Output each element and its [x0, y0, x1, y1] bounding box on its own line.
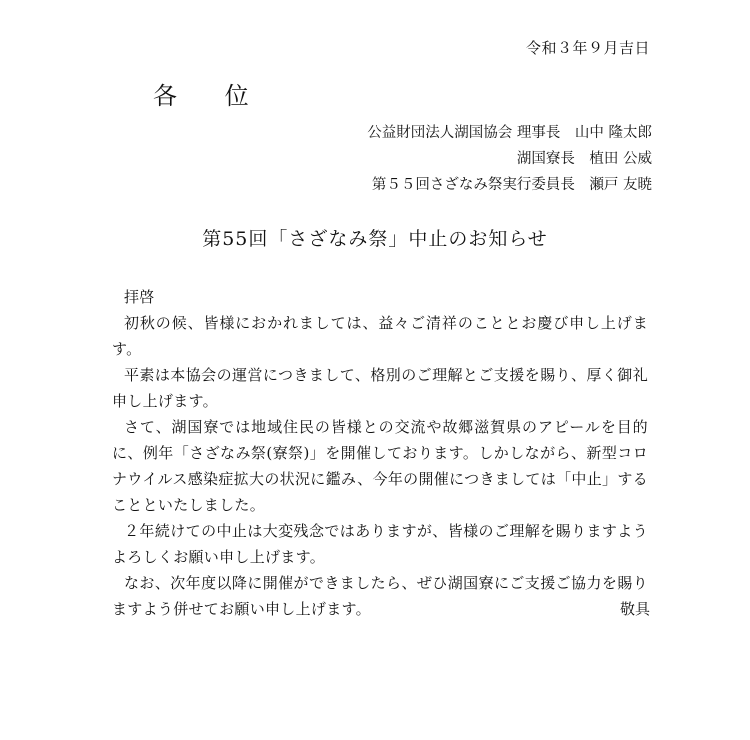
sender-association-chair: 公益財団法人湖国協会 理事長 山中 隆太郎 — [367, 125, 652, 141]
paragraph-greeting: 初秋の候、皆様におかれましては、益々ご清祥のこととお慶び申し上げます。 — [112, 314, 648, 358]
letter-date: 令和３年９月吉日 — [525, 39, 650, 57]
letter-body — [112, 284, 648, 622]
opening-salutation: 拝啓 — [124, 288, 155, 306]
recipient-heading: 各 位 — [153, 82, 269, 110]
letter-title: 第55回「さざなみ祭」中止のお知らせ — [202, 228, 548, 250]
sender-block — [367, 120, 652, 198]
paragraph-thanks: 平素は本協会の運営につきまして、格別のご理解とご支援を賜り、厚く御礼申し上げます。 — [112, 366, 648, 410]
paragraph-future-support: なお、次年度以降に開催ができましたら、ぜひ湖国寮にご支援ご協力を賜りますよう併せてお願い申し上げます。 — [112, 574, 648, 618]
paragraph-cancellation: さて、湖国寮では地域住民の皆様との交流や故郷滋賀県のアピールを目的に、例年「さざなみ祭(寮祭)」を開催しております。しかしながら、新型コロナウイルス感染症拡大の状況に鑑み、今年の開催につきましては「中止」することといたしました。 — [112, 418, 648, 514]
paragraph-regret: ２年続けての中止は大変残念ではありますが、皆様のご理解を賜りますようよろしくお願い申し上げます。 — [112, 522, 648, 566]
sender-dormitory-head: 湖国寮長 植田 公威 — [516, 151, 652, 167]
sender-festival-committee-chair: 第５５回さざなみ祭実行委員長 瀬戸 友暁 — [371, 177, 652, 193]
closing-salutation: 敬具 — [619, 600, 650, 618]
